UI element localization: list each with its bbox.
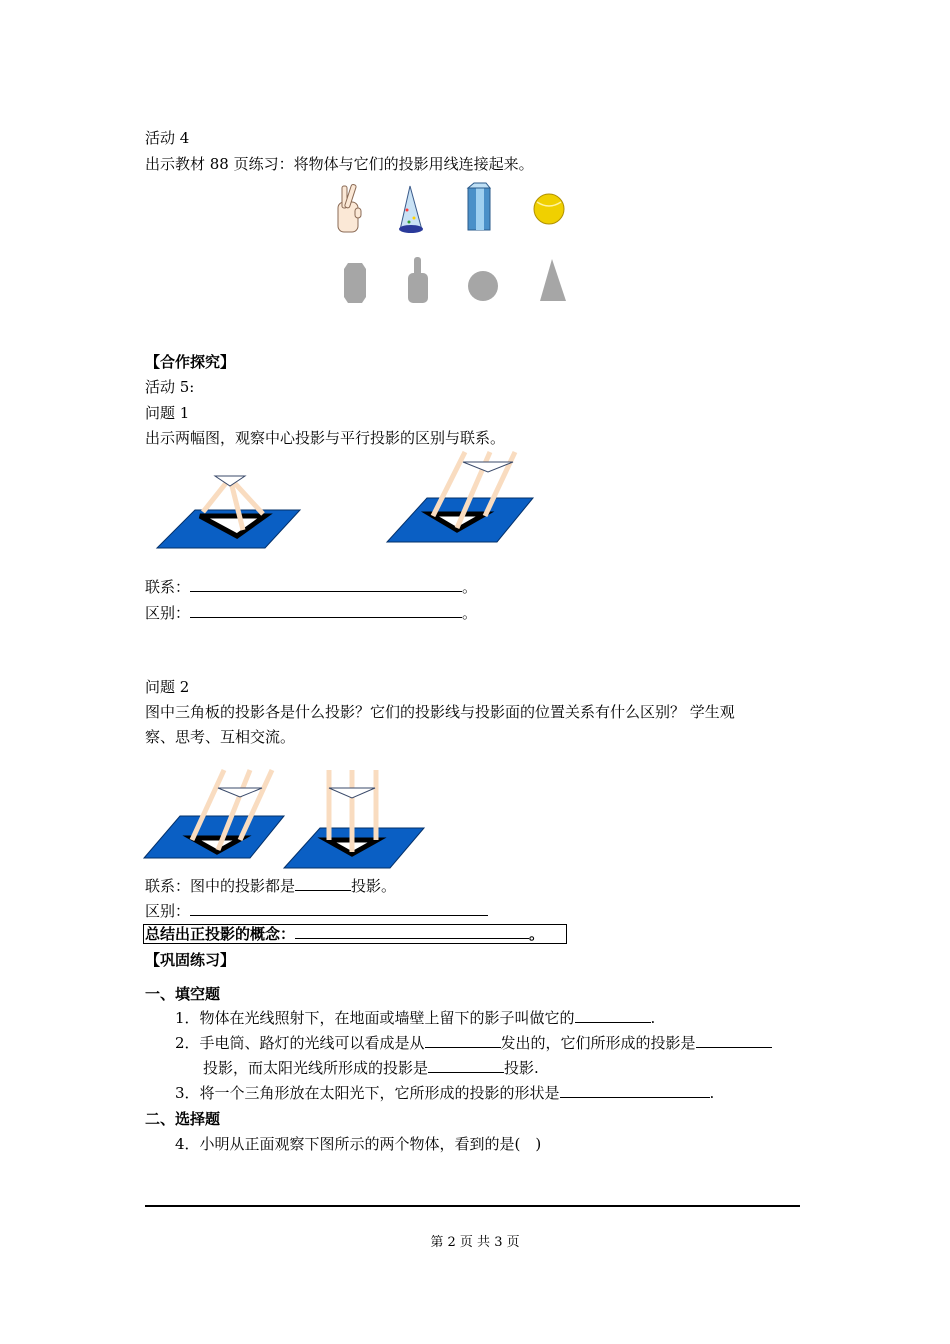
summary-blank[interactable] [295,924,529,939]
activity4-title: 活动 4 [145,129,190,147]
q2-relation-blank[interactable] [295,876,351,891]
item3-end: . [709,1084,715,1102]
item2-line1 [175,1033,772,1053]
item1-end: . [650,1009,656,1027]
q2-text-line2: 察、思考、互相交流。 [145,728,296,746]
q1-relation-line [145,577,477,597]
q1-difference-period: 。 [462,604,478,622]
summary-end: 。 [529,925,545,943]
orthogonal-projection-figure [282,768,427,870]
q1-text: 出示两幅图，观察中心投影与平行投影的区别与联系。 [145,429,506,447]
shadows-row [330,255,580,307]
activity4-instruction: 出示教材 88 页练习：将物体与它们的投影用线连接起来。 [145,155,534,173]
item2-text-b: 发出的，它们所形成的投影是 [500,1034,696,1052]
item3-blank[interactable] [560,1083,710,1098]
q2-relation-suffix: 投影。 [351,877,397,895]
footer-rule [145,1205,800,1207]
q2-relation-prefix: 联系：图中的投影都是 [145,877,296,895]
item3-text: 3．将一个三角形放在太阳光下，它所形成的投影的形状是 [175,1084,560,1102]
page-number: 第 2 页 共 3 页 [430,1235,520,1250]
summary-line [145,924,544,944]
oblique-projection-figure [142,768,287,860]
q2-relation-line [145,876,396,896]
q2-title: 问题 2 [145,678,190,696]
party-hat-cone-icon [399,186,423,233]
practice-heading: 【巩固练习】 [145,951,236,969]
item2-text-c: 投影，而太阳光线所形成的投影是 [203,1059,429,1077]
item1-blank[interactable] [575,1008,651,1023]
prism-shadow-icon [344,263,366,303]
item2-text-a: 2．手电筒、路灯的光线可以看成是从 [175,1034,425,1052]
item1-text: 1．物体在光线照射下，在地面或墙壁上留下的影子叫做它的 [175,1009,575,1027]
q1-relation-blank[interactable] [190,577,462,592]
item2-blank2[interactable] [696,1033,772,1048]
q1-relation-label: 联系： [145,578,191,596]
coop-heading: 【合作探究】 [145,353,236,371]
q1-relation-period: 。 [462,578,478,596]
cone-shadow-icon [540,259,566,301]
q1-difference-label: 区别： [145,604,191,622]
item2-blank3[interactable] [428,1058,504,1073]
item3-line [175,1083,714,1103]
ball-shadow-icon [468,271,498,301]
objects-row [330,180,580,240]
hexagonal-prism-icon [468,183,490,230]
q1-difference-blank[interactable] [190,603,462,618]
item2-blank1[interactable] [425,1033,501,1048]
activity5-title: 活动 5: [145,378,195,396]
section1-heading: 一、填空题 [145,985,221,1003]
q2-difference-blank[interactable] [190,901,488,916]
item2-text-d: 投影. [504,1059,539,1077]
parallel-projection-figure [385,450,535,545]
item1-line [175,1008,655,1028]
item4-text: 4．小明从正面观察下图所示的两个物体，看到的是( ) [175,1135,542,1153]
q2-difference-line [145,901,488,921]
item2-line2 [203,1058,539,1078]
q2-difference-label: 区别： [145,902,191,920]
tennis-ball-icon [534,194,564,224]
central-projection-figure [155,450,305,552]
q1-title: 问题 1 [145,404,190,422]
q2-text-line1: 图中三角板的投影各是什么投影？它们的投影线与投影面的位置关系有什么区别？ 学生观 [145,703,735,721]
q1-difference-line [145,603,477,623]
summary-label: 总结出正投影的概念： [145,925,296,943]
hand-shadow-icon [408,257,428,303]
hand-object-icon [338,184,361,232]
section2-heading: 二、选择题 [145,1110,221,1128]
